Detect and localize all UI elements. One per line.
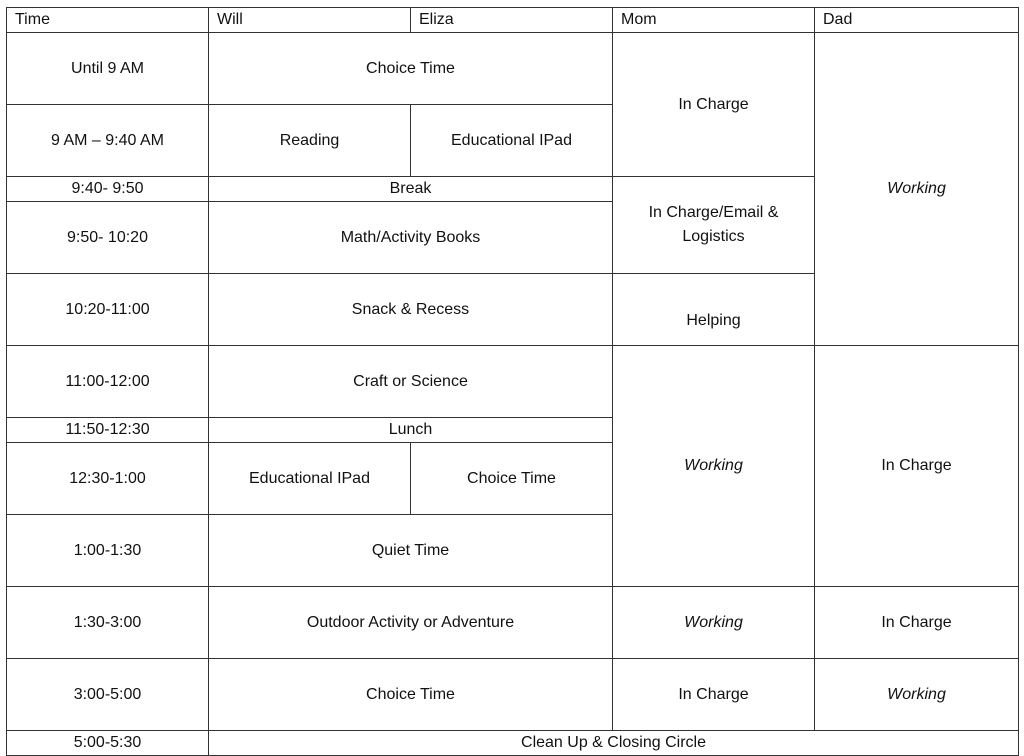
time-cell: 3:00-5:00 xyxy=(7,659,209,731)
kids-activity-cell: Craft or Science xyxy=(209,346,613,418)
header-time: Time xyxy=(7,8,209,33)
kids-activity-cell: Choice Time xyxy=(209,659,613,731)
mom-cell: In Charge xyxy=(613,659,815,731)
mom-cell: Helping xyxy=(613,274,815,346)
mom-cell: In Charge xyxy=(613,33,815,177)
kids-activity-cell: Choice Time xyxy=(209,33,613,105)
dad-cell: Working xyxy=(815,659,1019,731)
kids-activity-cell: Break xyxy=(209,177,613,202)
header-eliza: Eliza xyxy=(411,8,613,33)
header-will: Will xyxy=(209,8,411,33)
kids-activity-cell: Math/Activity Books xyxy=(209,202,613,274)
time-cell: 9 AM – 9:40 AM xyxy=(7,105,209,177)
table-row xyxy=(7,731,1019,756)
mom-cell: Working xyxy=(613,587,815,659)
table-row xyxy=(7,659,1019,731)
will-activity-cell: Reading xyxy=(209,105,411,177)
time-cell: Until 9 AM xyxy=(7,33,209,105)
dad-cell: Working xyxy=(815,33,1019,346)
kids-activity-cell: Snack & Recess xyxy=(209,274,613,346)
time-cell: 12:30-1:00 xyxy=(7,443,209,515)
kids-activity-cell: Quiet Time xyxy=(209,515,613,587)
mom-cell: In Charge/Email & Logistics xyxy=(613,177,815,274)
schedule-table xyxy=(6,7,1019,756)
time-cell: 9:50- 10:20 xyxy=(7,202,209,274)
header-row xyxy=(7,8,1019,33)
table-row xyxy=(7,33,1019,105)
will-activity-cell: Educational IPad xyxy=(209,443,411,515)
time-cell: 1:00-1:30 xyxy=(7,515,209,587)
time-cell: 5:00-5:30 xyxy=(7,731,209,756)
header-mom: Mom xyxy=(613,8,815,33)
header-dad: Dad xyxy=(815,8,1019,33)
eliza-activity-cell: Choice Time xyxy=(411,443,613,515)
eliza-activity-cell: Educational IPad xyxy=(411,105,613,177)
table-row xyxy=(7,346,1019,418)
time-cell: 11:50-12:30 xyxy=(7,418,209,443)
dad-cell: In Charge xyxy=(815,587,1019,659)
time-cell: 9:40- 9:50 xyxy=(7,177,209,202)
time-cell: 11:00-12:00 xyxy=(7,346,209,418)
time-cell: 10:20-11:00 xyxy=(7,274,209,346)
all-activity-cell: Clean Up & Closing Circle xyxy=(209,731,1019,756)
time-cell: 1:30-3:00 xyxy=(7,587,209,659)
kids-activity-cell: Lunch xyxy=(209,418,613,443)
kids-activity-cell: Outdoor Activity or Adventure xyxy=(209,587,613,659)
mom-cell: Working xyxy=(613,346,815,587)
dad-cell: In Charge xyxy=(815,346,1019,587)
table-row xyxy=(7,587,1019,659)
